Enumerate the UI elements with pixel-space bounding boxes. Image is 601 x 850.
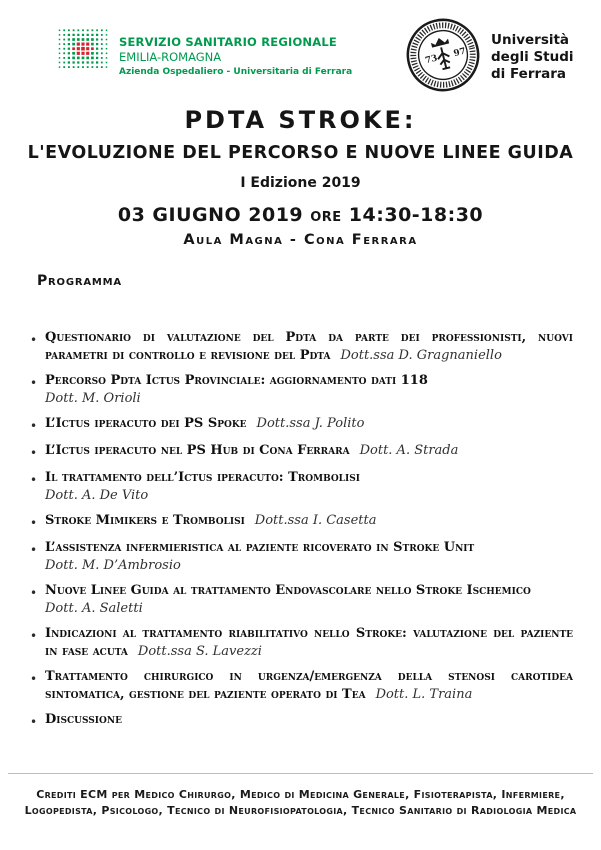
unife-name-line3: di Ferrara	[491, 65, 567, 82]
talk-speaker: Dott. A. Saletti	[45, 601, 143, 616]
ssr-dots-icon	[57, 26, 109, 72]
program-item	[30, 469, 573, 505]
event-edition: I Edizione 2019	[240, 175, 361, 191]
talk-title: Trattamento chirurgico in urgenza/emergenza della stenosi carotidea sintomatica, gestione del paziente operato di Tea	[45, 669, 573, 702]
bullet-icon	[30, 512, 36, 532]
talk-title: Nuove Linee Guida al trattamento Endovascolare nello Stroke Ischemico	[45, 583, 531, 598]
program-item	[30, 711, 573, 731]
talk-speaker: Dott. M. D’Ambrosio	[45, 558, 181, 573]
talk-title: Questionario di valutazione del Pdta da parte dei professionisti, nuovi parametri di controllo e revisione del Pdta	[45, 330, 573, 363]
program-item	[30, 415, 573, 435]
bullet-icon	[30, 711, 36, 731]
program-heading: Programma	[37, 273, 122, 289]
bullet-icon	[30, 415, 36, 435]
program-item	[30, 512, 573, 532]
program-item	[30, 582, 573, 618]
svg-text:73: 73	[424, 53, 439, 67]
unife-name-line2: degli Studi	[491, 48, 574, 65]
talk-title: Percorso Pdta Ictus Provinciale: aggiornamento dati 118	[45, 373, 428, 388]
talk-title: Stroke Mimikers e Trombolisi	[45, 513, 245, 528]
svg-text:97: 97	[452, 46, 467, 60]
talk-speaker: Dott. M. Orioli	[45, 391, 141, 406]
talk-title: L’Ictus iperacuto dei PS Spoke	[45, 416, 247, 431]
event-datetime: 03 GIUGNO 2019 ore 14:30-18:30	[117, 204, 484, 226]
program-item	[30, 372, 573, 408]
ssr-azienda-line: Azienda Ospedaliero - Universitaria di Ferrara	[119, 67, 353, 77]
bullet-icon	[30, 625, 36, 661]
bullet-icon	[30, 372, 36, 408]
footer-credits-line2: Logopedista, Psicologo, Tecnico di Neurofisiopatologia, Tecnico Sanitario di Radiologia Medica	[24, 804, 577, 817]
talk-speaker: Dott. A. Strada	[359, 443, 459, 458]
bullet-icon	[30, 469, 36, 505]
program-item	[30, 668, 573, 704]
bullet-icon	[30, 442, 36, 462]
talk-speaker: Dott.ssa J. Polito	[256, 416, 365, 431]
bullet-icon	[30, 329, 36, 365]
ssr-region-line1: SERVIZIO SANITARIO REGIONALE	[119, 35, 337, 49]
event-venue: Aula Magna - Cona Ferrara	[183, 232, 418, 248]
ssr-logo	[57, 26, 352, 77]
talk-title: Il trattamento dell’Ictus iperacuto: Trombolisi	[45, 470, 360, 485]
talk-title: L’assistenza infermieristica al paziente ricoverato in Stroke Unit	[45, 540, 475, 555]
bullet-icon	[30, 668, 36, 704]
ssr-region-line2: EMILIA-ROMAGNA	[119, 50, 222, 64]
talk-speaker: Dott. A. De Vito	[45, 488, 149, 503]
footer-credits	[10, 787, 591, 819]
event-title-line1: PDTA STROKE:	[184, 106, 417, 134]
program-item	[30, 442, 573, 462]
program-item	[30, 539, 573, 575]
title-block	[0, 106, 601, 248]
talk-speaker: Dott.ssa D. Gragnaniello	[340, 348, 502, 363]
bullet-icon	[30, 539, 36, 575]
footer-credits-line1: Crediti ECM per Medico Chirurgo, Medico di Medicina Generale, Fisioterapista, Infermiere,	[36, 788, 565, 801]
talk-title: L’Ictus iperacuto nel PS Hub di Cona Ferrara	[45, 443, 350, 458]
talk-speaker: Dott.ssa S. Lavezzi	[137, 644, 262, 659]
talk-title: Discussione	[45, 712, 122, 727]
talk-speaker: Dott.ssa I. Casetta	[254, 513, 377, 528]
event-title-line2: L'EVOLUZIONE DEL PERCORSO E NUOVE LINEE GUIDA	[27, 143, 574, 163]
unife-name-line1: Università	[491, 31, 570, 48]
program-item	[30, 625, 573, 661]
unife-name	[491, 32, 574, 83]
talk-speaker: Dott. L. Traina	[375, 687, 473, 702]
program-list	[30, 329, 573, 738]
footer-divider	[8, 773, 593, 774]
unife-logo	[404, 16, 574, 98]
unife-seal-icon	[404, 16, 482, 98]
program-item	[30, 329, 573, 365]
talk-title: Indicazioni al trattamento riabilitativo nello Stroke: valutazione del paziente in fase acuta	[45, 626, 573, 659]
bullet-icon	[30, 582, 36, 618]
